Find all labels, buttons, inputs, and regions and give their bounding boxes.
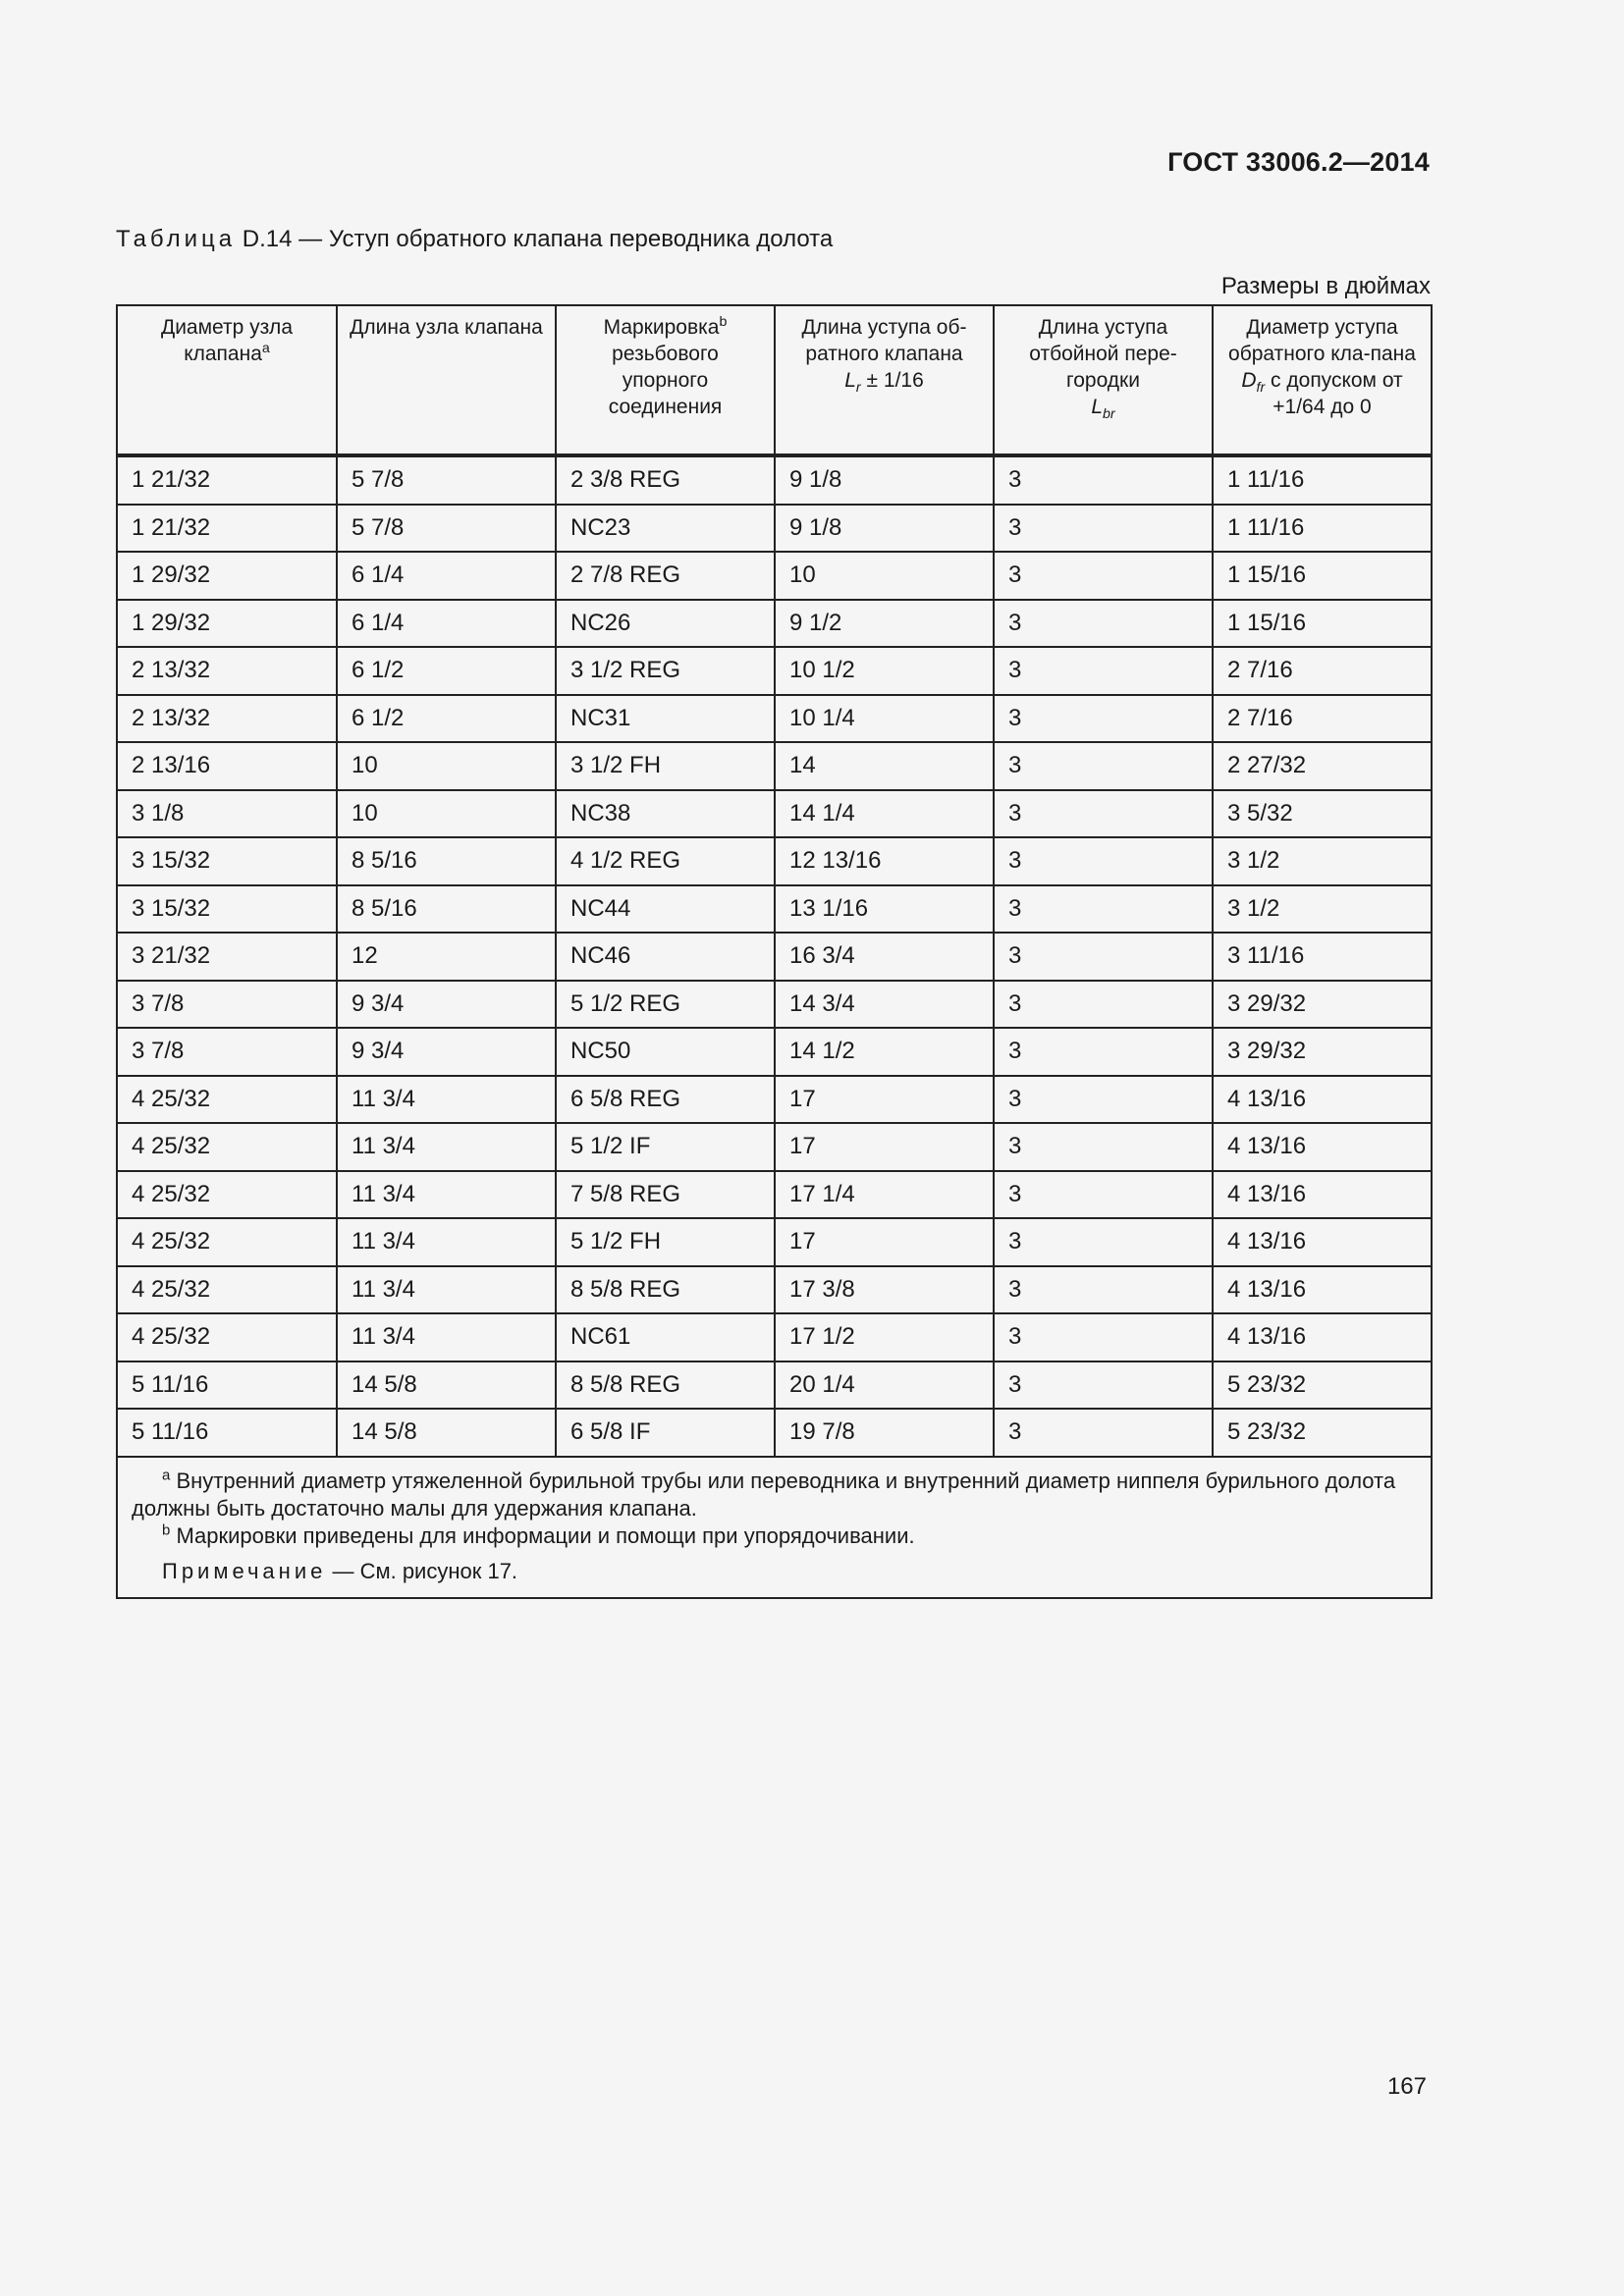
table-cell: 3 11/16 <box>1213 933 1432 981</box>
table-cell: 10 <box>337 742 556 790</box>
column-header-connection-marking: Маркировка$^b$ резьбового упорного соединения <box>556 305 775 455</box>
table-cell: 17 1/4 <box>775 1171 994 1219</box>
table-cell: 19 7/8 <box>775 1409 994 1457</box>
table-cell: 1 15/16 <box>1213 552 1432 600</box>
table-cell: 3 1/2 <box>1213 885 1432 934</box>
table-cell: 6 1/4 <box>337 552 556 600</box>
table-row <box>117 1076 1432 1124</box>
table-cell: 4 25/32 <box>117 1076 337 1124</box>
table-cell: 4 13/16 <box>1213 1076 1432 1124</box>
table-cell: 4 25/32 <box>117 1218 337 1266</box>
table-cell: 6 5/8 IF <box>556 1409 775 1457</box>
table-cell: NC26 <box>556 600 775 648</box>
table-cell: 10 1/4 <box>775 695 994 743</box>
data-table <box>116 304 1433 1599</box>
table-row <box>117 1218 1432 1266</box>
table-cell: 8 5/8 REG <box>556 1266 775 1314</box>
table-cell: 3 1/2 <box>1213 837 1432 885</box>
table-cell: 3 <box>994 1076 1213 1124</box>
table-cell: 2 27/32 <box>1213 742 1432 790</box>
column-header-valve-length: Длина узла клапана <box>337 305 556 455</box>
table-cell: NC23 <box>556 505 775 553</box>
table-cell: 3 1/2 FH <box>556 742 775 790</box>
table-cell: 2 7/8 REG <box>556 552 775 600</box>
table-cell: 17 <box>775 1123 994 1171</box>
table-cell: 1 21/32 <box>117 505 337 553</box>
table-cell: 2 13/32 <box>117 695 337 743</box>
table-row <box>117 885 1432 934</box>
table-cell: 16 3/4 <box>775 933 994 981</box>
table-cell: 5 11/16 <box>117 1362 337 1410</box>
table-cell: 10 <box>775 552 994 600</box>
table-cell: 5 23/32 <box>1213 1409 1432 1457</box>
table-cell: 14 5/8 <box>337 1409 556 1457</box>
table-row <box>117 1409 1432 1457</box>
table-cell: 3 <box>994 837 1213 885</box>
table-cell: 5 1/2 IF <box>556 1123 775 1171</box>
table-cell: 9 3/4 <box>337 981 556 1029</box>
table-cell: 3 <box>994 455 1213 505</box>
table-cell: 5 1/2 REG <box>556 981 775 1029</box>
table-cell: 14 1/2 <box>775 1028 994 1076</box>
table-row <box>117 742 1432 790</box>
table-cell: 3 <box>994 1123 1213 1171</box>
table-cell: 5 23/32 <box>1213 1362 1432 1410</box>
table-cell: 11 3/4 <box>337 1313 556 1362</box>
table-cell: 3 <box>994 1266 1213 1314</box>
table-cell: 17 <box>775 1076 994 1124</box>
table-cell: 9 1/2 <box>775 600 994 648</box>
table-cell: 3 <box>994 1171 1213 1219</box>
table-cell: NC38 <box>556 790 775 838</box>
table-footnotes-row <box>117 1457 1432 1598</box>
table-row <box>117 505 1432 553</box>
table-cell: NC50 <box>556 1028 775 1076</box>
table-cell: 3 <box>994 1028 1213 1076</box>
table-row <box>117 1266 1432 1314</box>
table-cell: 4 13/16 <box>1213 1313 1432 1362</box>
table-cell: 6 1/2 <box>337 695 556 743</box>
table-cell: 6 5/8 REG <box>556 1076 775 1124</box>
column-header-baffle-shoulder-length: Длина уступа отбойной пере-городки $L_{br}$ <box>994 305 1213 455</box>
table-row <box>117 1362 1432 1410</box>
table-cell: 1 11/16 <box>1213 455 1432 505</box>
table-cell: 5 7/8 <box>337 455 556 505</box>
table-cell: 3 15/32 <box>117 837 337 885</box>
table-cell: 4 13/16 <box>1213 1123 1432 1171</box>
table-cell: 5 1/2 FH <box>556 1218 775 1266</box>
table-cell: 4 25/32 <box>117 1171 337 1219</box>
table-cell: 14 1/4 <box>775 790 994 838</box>
table-cell: 5 11/16 <box>117 1409 337 1457</box>
table-cell: 3 <box>994 647 1213 695</box>
table-row <box>117 837 1432 885</box>
table-cell: 3 7/8 <box>117 1028 337 1076</box>
table-caption-label: Таблица <box>116 226 237 252</box>
table-row <box>117 552 1432 600</box>
table-cell: 3 <box>994 742 1213 790</box>
table-cell: 3 <box>994 552 1213 600</box>
table-cell: 3 <box>994 505 1213 553</box>
table-row <box>117 600 1432 648</box>
table-row <box>117 933 1432 981</box>
column-header-valve-shoulder-diameter: Диаметр уступа обратного кла-пана $D_{fr}$ с допуском от +1/64 до 0 <box>1213 305 1432 455</box>
table-cell: 17 3/8 <box>775 1266 994 1314</box>
table-cell: 3 <box>994 981 1213 1029</box>
table-cell: 8 5/16 <box>337 837 556 885</box>
table-cell: 12 13/16 <box>775 837 994 885</box>
table-cell: 5 7/8 <box>337 505 556 553</box>
footnote-a: $^a$ Внутренний диаметр утяжеленной бурильной трубы или переводника и внутренний диаметр ниппеля бурильного долота должны быть достаточно малы для удержания клапана. <box>132 1467 1396 1521</box>
table-cell: 3 29/32 <box>1213 981 1432 1029</box>
table-cell: 12 <box>337 933 556 981</box>
table-cell: 11 3/4 <box>337 1266 556 1314</box>
table-cell: 2 13/32 <box>117 647 337 695</box>
table-cell: 13 1/16 <box>775 885 994 934</box>
table-cell: 8 5/16 <box>337 885 556 934</box>
table-cell: 3 5/32 <box>1213 790 1432 838</box>
table-cell: 3 1/2 REG <box>556 647 775 695</box>
table-cell: 10 <box>337 790 556 838</box>
table-cell: 4 25/32 <box>117 1123 337 1171</box>
table-caption-text: D.14 — Уступ обратного клапана переводника долота <box>242 226 834 252</box>
table-cell: 10 1/2 <box>775 647 994 695</box>
table-cell: 4 13/16 <box>1213 1266 1432 1314</box>
table-cell: 4 25/32 <box>117 1266 337 1314</box>
table-cell: 4 25/32 <box>117 1313 337 1362</box>
table-cell: 3 21/32 <box>117 933 337 981</box>
table-row <box>117 647 1432 695</box>
table-row <box>117 1313 1432 1362</box>
table-row <box>117 1171 1432 1219</box>
table-cell: 9 1/8 <box>775 455 994 505</box>
column-header-valve-diameter: Диаметр узла клапана$^a$ <box>117 305 337 455</box>
table-cell: 9 3/4 <box>337 1028 556 1076</box>
table-cell: 3 <box>994 1362 1213 1410</box>
table-cell: NC46 <box>556 933 775 981</box>
table-cell: 8 5/8 REG <box>556 1362 775 1410</box>
table-cell: 3 <box>994 933 1213 981</box>
table-cell: 7 5/8 REG <box>556 1171 775 1219</box>
table-cell: 3 <box>994 1409 1213 1457</box>
table-cell: 9 1/8 <box>775 505 994 553</box>
table-cell: 14 5/8 <box>337 1362 556 1410</box>
table-cell: 1 11/16 <box>1213 505 1432 553</box>
table-cell: 1 29/32 <box>117 600 337 648</box>
table-cell: 2 13/16 <box>117 742 337 790</box>
table-cell: 20 1/4 <box>775 1362 994 1410</box>
table-cell: 1 15/16 <box>1213 600 1432 648</box>
page-number: 167 <box>1386 2073 1427 2100</box>
table-cell: NC61 <box>556 1313 775 1362</box>
table-cell: 3 <box>994 790 1213 838</box>
table-cell: 11 3/4 <box>337 1076 556 1124</box>
table-header-row <box>117 305 1432 455</box>
table-cell: 4 1/2 REG <box>556 837 775 885</box>
table-cell: 11 3/4 <box>337 1218 556 1266</box>
table-cell: NC31 <box>556 695 775 743</box>
table-cell: 17 <box>775 1218 994 1266</box>
table-cell: 14 <box>775 742 994 790</box>
table-cell: 3 29/32 <box>1213 1028 1432 1076</box>
table-note: Примечание — См. рисунок 17. <box>162 1558 518 1583</box>
footnote-b: $^b$ Маркировки приведены для информации и помощи при упорядочивании. <box>162 1522 915 1548</box>
table-caption <box>116 226 833 253</box>
table-cell: 3 <box>994 1218 1213 1266</box>
table-row <box>117 1123 1432 1171</box>
table-row <box>117 1028 1432 1076</box>
table-cell: 3 <box>994 885 1213 934</box>
table-cell: 14 3/4 <box>775 981 994 1029</box>
table-row <box>117 790 1432 838</box>
table-cell: 11 3/4 <box>337 1171 556 1219</box>
document-code: ГОСТ 33006.2—2014 <box>1167 147 1430 177</box>
table-cell: 3 <box>994 1313 1213 1362</box>
table-cell: 3 <box>994 600 1213 648</box>
table-row <box>117 455 1432 505</box>
footnotes-cell <box>117 1457 1432 1598</box>
table-cell: 6 1/4 <box>337 600 556 648</box>
table-cell: 2 3/8 REG <box>556 455 775 505</box>
units-note: Размеры в дюймах <box>1220 273 1431 299</box>
table-row <box>117 695 1432 743</box>
column-header-valve-shoulder-length: Длина уступа об-ратного клапана $L_r \pm 1/16$ <box>775 305 994 455</box>
table-cell: 3 7/8 <box>117 981 337 1029</box>
table-cell: 3 15/32 <box>117 885 337 934</box>
table-body <box>117 455 1432 1457</box>
table-cell: 4 13/16 <box>1213 1218 1432 1266</box>
table-cell: NC44 <box>556 885 775 934</box>
table-cell: 2 7/16 <box>1213 647 1432 695</box>
table-cell: 6 1/2 <box>337 647 556 695</box>
table-cell: 3 1/8 <box>117 790 337 838</box>
table-row <box>117 981 1432 1029</box>
table-cell: 17 1/2 <box>775 1313 994 1362</box>
table-cell: 1 29/32 <box>117 552 337 600</box>
table-cell: 11 3/4 <box>337 1123 556 1171</box>
table-cell: 1 21/32 <box>117 455 337 505</box>
table-cell: 2 7/16 <box>1213 695 1432 743</box>
table-cell: 3 <box>994 695 1213 743</box>
table-cell: 4 13/16 <box>1213 1171 1432 1219</box>
